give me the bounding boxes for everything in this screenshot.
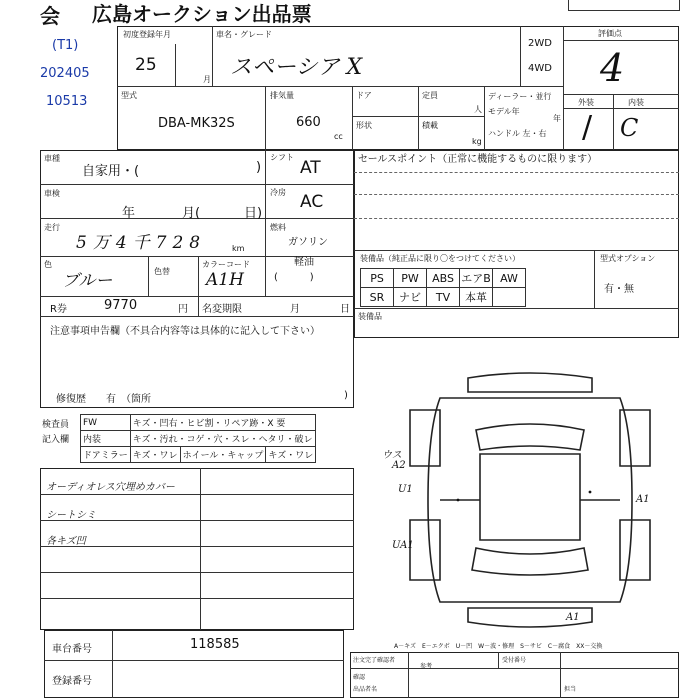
color-label: 色 [44,260,52,269]
capacity-label: 定員 [422,91,438,100]
damage-mark-left1: ウス [382,450,402,461]
inspect-year: 年 [122,206,136,221]
aircon-label: 冷房 [270,188,286,197]
footer-check: 確認 [353,674,366,681]
reg-label: 初度登録年月 [123,30,171,39]
option-abs: ABS [427,269,460,288]
top-right-box [568,0,680,11]
options-table [360,268,526,307]
inspect-label: 車検 [44,189,60,198]
fuel-paren: ( ) [274,272,314,283]
fuel-gas: ガソリン [288,237,328,248]
plate-label: 登録番号 [52,676,92,687]
color-value: ブルー [62,271,113,291]
logo-mark: 会 [40,4,59,28]
model-year-label: モデル年 [488,107,520,116]
footer-confirm: 注文完了確認者 [353,657,396,664]
check-wheel: ホイール・キャップ [180,447,266,463]
lot-number: 10513 [46,94,88,109]
rename-day: 日 [340,304,350,315]
damage-mark-bottom: A1 [566,612,580,623]
grade-int-value: C [620,114,639,142]
disp-label: 排気量 [270,91,294,100]
shift-value: AT [300,158,321,178]
footer-seller: 出品者名 [353,686,378,693]
top-block [117,26,679,150]
dealer-label: ディーラー・並行 [488,92,552,101]
grade-ext-value: / [582,110,593,145]
grade-int-label: 内装 [628,98,644,107]
remark-2: シートシミ [46,510,96,521]
mileage-unit: km [232,244,245,253]
usage-label: 車種 [44,154,60,163]
lot-top: (T1) [52,38,79,53]
model-value: DBA-MK32S [158,116,235,131]
damage-mark-left4: UA1 [392,540,414,551]
notes-label: 注意事項申告欄（不具合内容等は具体的に記入して下さい） [50,326,320,337]
shift-label: シフト [270,153,294,162]
load-unit: kg [472,137,482,146]
rename-month: 月 [290,304,300,315]
disp-value: 660 [296,115,321,130]
option-airbag: エアB [460,269,493,288]
inspect-day: 日) [244,206,263,221]
footer-receipt: 受付番号 [502,657,527,664]
car-diagram [380,370,680,630]
recycle-value: 9770 [104,298,138,313]
damage-mark-left2: A2 [392,460,406,471]
fuel-diesel: 軽油 [294,257,314,268]
frame-value: 118585 [190,637,240,652]
color-change: 色替 [154,267,170,276]
reg-month-unit: 月 [203,75,211,84]
fuel-label: 燃料 [270,223,286,232]
entry-label: 記入欄 [42,435,70,445]
usage-value: 自家用・( [82,164,140,179]
repair-close: ) [344,390,348,401]
repair-history: 修復歴 有 （箇所 [56,394,151,405]
model-label: 型式 [121,91,137,100]
disp-unit: cc [334,132,343,141]
option-tv: TV [427,288,460,307]
doors-label: ドア [356,91,372,100]
check-fw: FW [81,415,131,431]
usage-close: ) [256,160,262,175]
grade-value: 4 [600,46,625,90]
option-pw: PW [394,269,427,288]
recycle-label: R券 [50,304,67,315]
reg-year: 25 [135,55,157,75]
model-year-unit: 年 [553,114,561,123]
damage-legend: A－キズ E－エクボ U－凹 W－波・修理 S－サビ C－腐食 XX－交換 [394,643,603,650]
color-code-label: カラーコード [202,260,250,269]
aircon-value: AC [300,192,324,212]
check-table [80,414,316,463]
footer-ref: 参考 [420,663,433,670]
load-label: 積載 [422,121,438,130]
drive-2wd: 2WD [528,38,552,49]
check-wheel-items: キズ・ワレ [266,447,316,463]
drive-4wd: 4WD [528,63,552,74]
frame-label: 車台番号 [52,644,92,655]
check-mirror-items: キズ・ワレ [130,447,180,463]
check-fw-items: キズ・凹右・ヒビ割・リペア跡・X 要 [130,415,315,431]
equip-label: 装備品（純正品に限り〇をつけてください） [360,254,520,263]
sales-block [354,150,679,338]
damage-mark-right1: A1 [636,494,650,505]
check-interior: 内装 [81,431,131,447]
footer-staff: 担当 [564,686,577,693]
handle-label: ハンドル 左・右 [488,129,547,138]
lot-date: 202405 [40,66,90,81]
option-ps: PS [361,269,394,288]
check-mirror: ドアミラー [81,447,131,463]
equip-opt-label: 型式オプション [600,254,656,263]
option-presence: 有・無 [604,284,634,295]
carname-label: 車名・グレード [216,30,272,39]
option-sr: SR [361,288,394,307]
extra-label: 装備品 [358,312,382,321]
rename-label: 名変期限 [202,304,242,315]
carname-value: スペーシア X [230,55,363,80]
option-leather: 本革 [460,288,493,307]
inspector-label: 検査員 [42,420,70,430]
mileage-label: 走行 [44,223,60,232]
damage-mark-left3: U1 [398,484,413,495]
option-aw: AW [493,269,526,288]
grade-label: 評価点 [598,29,622,38]
remark-1: オーディオレス穴埋めカバー [46,482,175,493]
form-title: 広島オークション出品票 [92,2,312,26]
check-interior-items: キズ・汚れ・コゲ・穴・スレ・ヘタリ・破レ [130,431,315,447]
option-navi: ナビ [394,288,427,307]
mileage-value: 5万4千728 [76,233,207,253]
recycle-unit: 円 [178,304,188,315]
inspect-month: 月( [182,206,201,221]
grade-ext-label: 外装 [578,98,594,107]
shape-label: 形状 [356,121,372,130]
color-code: A1H [206,270,244,290]
capacity-unit: 人 [474,105,482,114]
sales-label: セールスポイント（正常に機能するものに限ります） [358,154,598,165]
remark-3: 各キズ凹 [46,536,86,547]
